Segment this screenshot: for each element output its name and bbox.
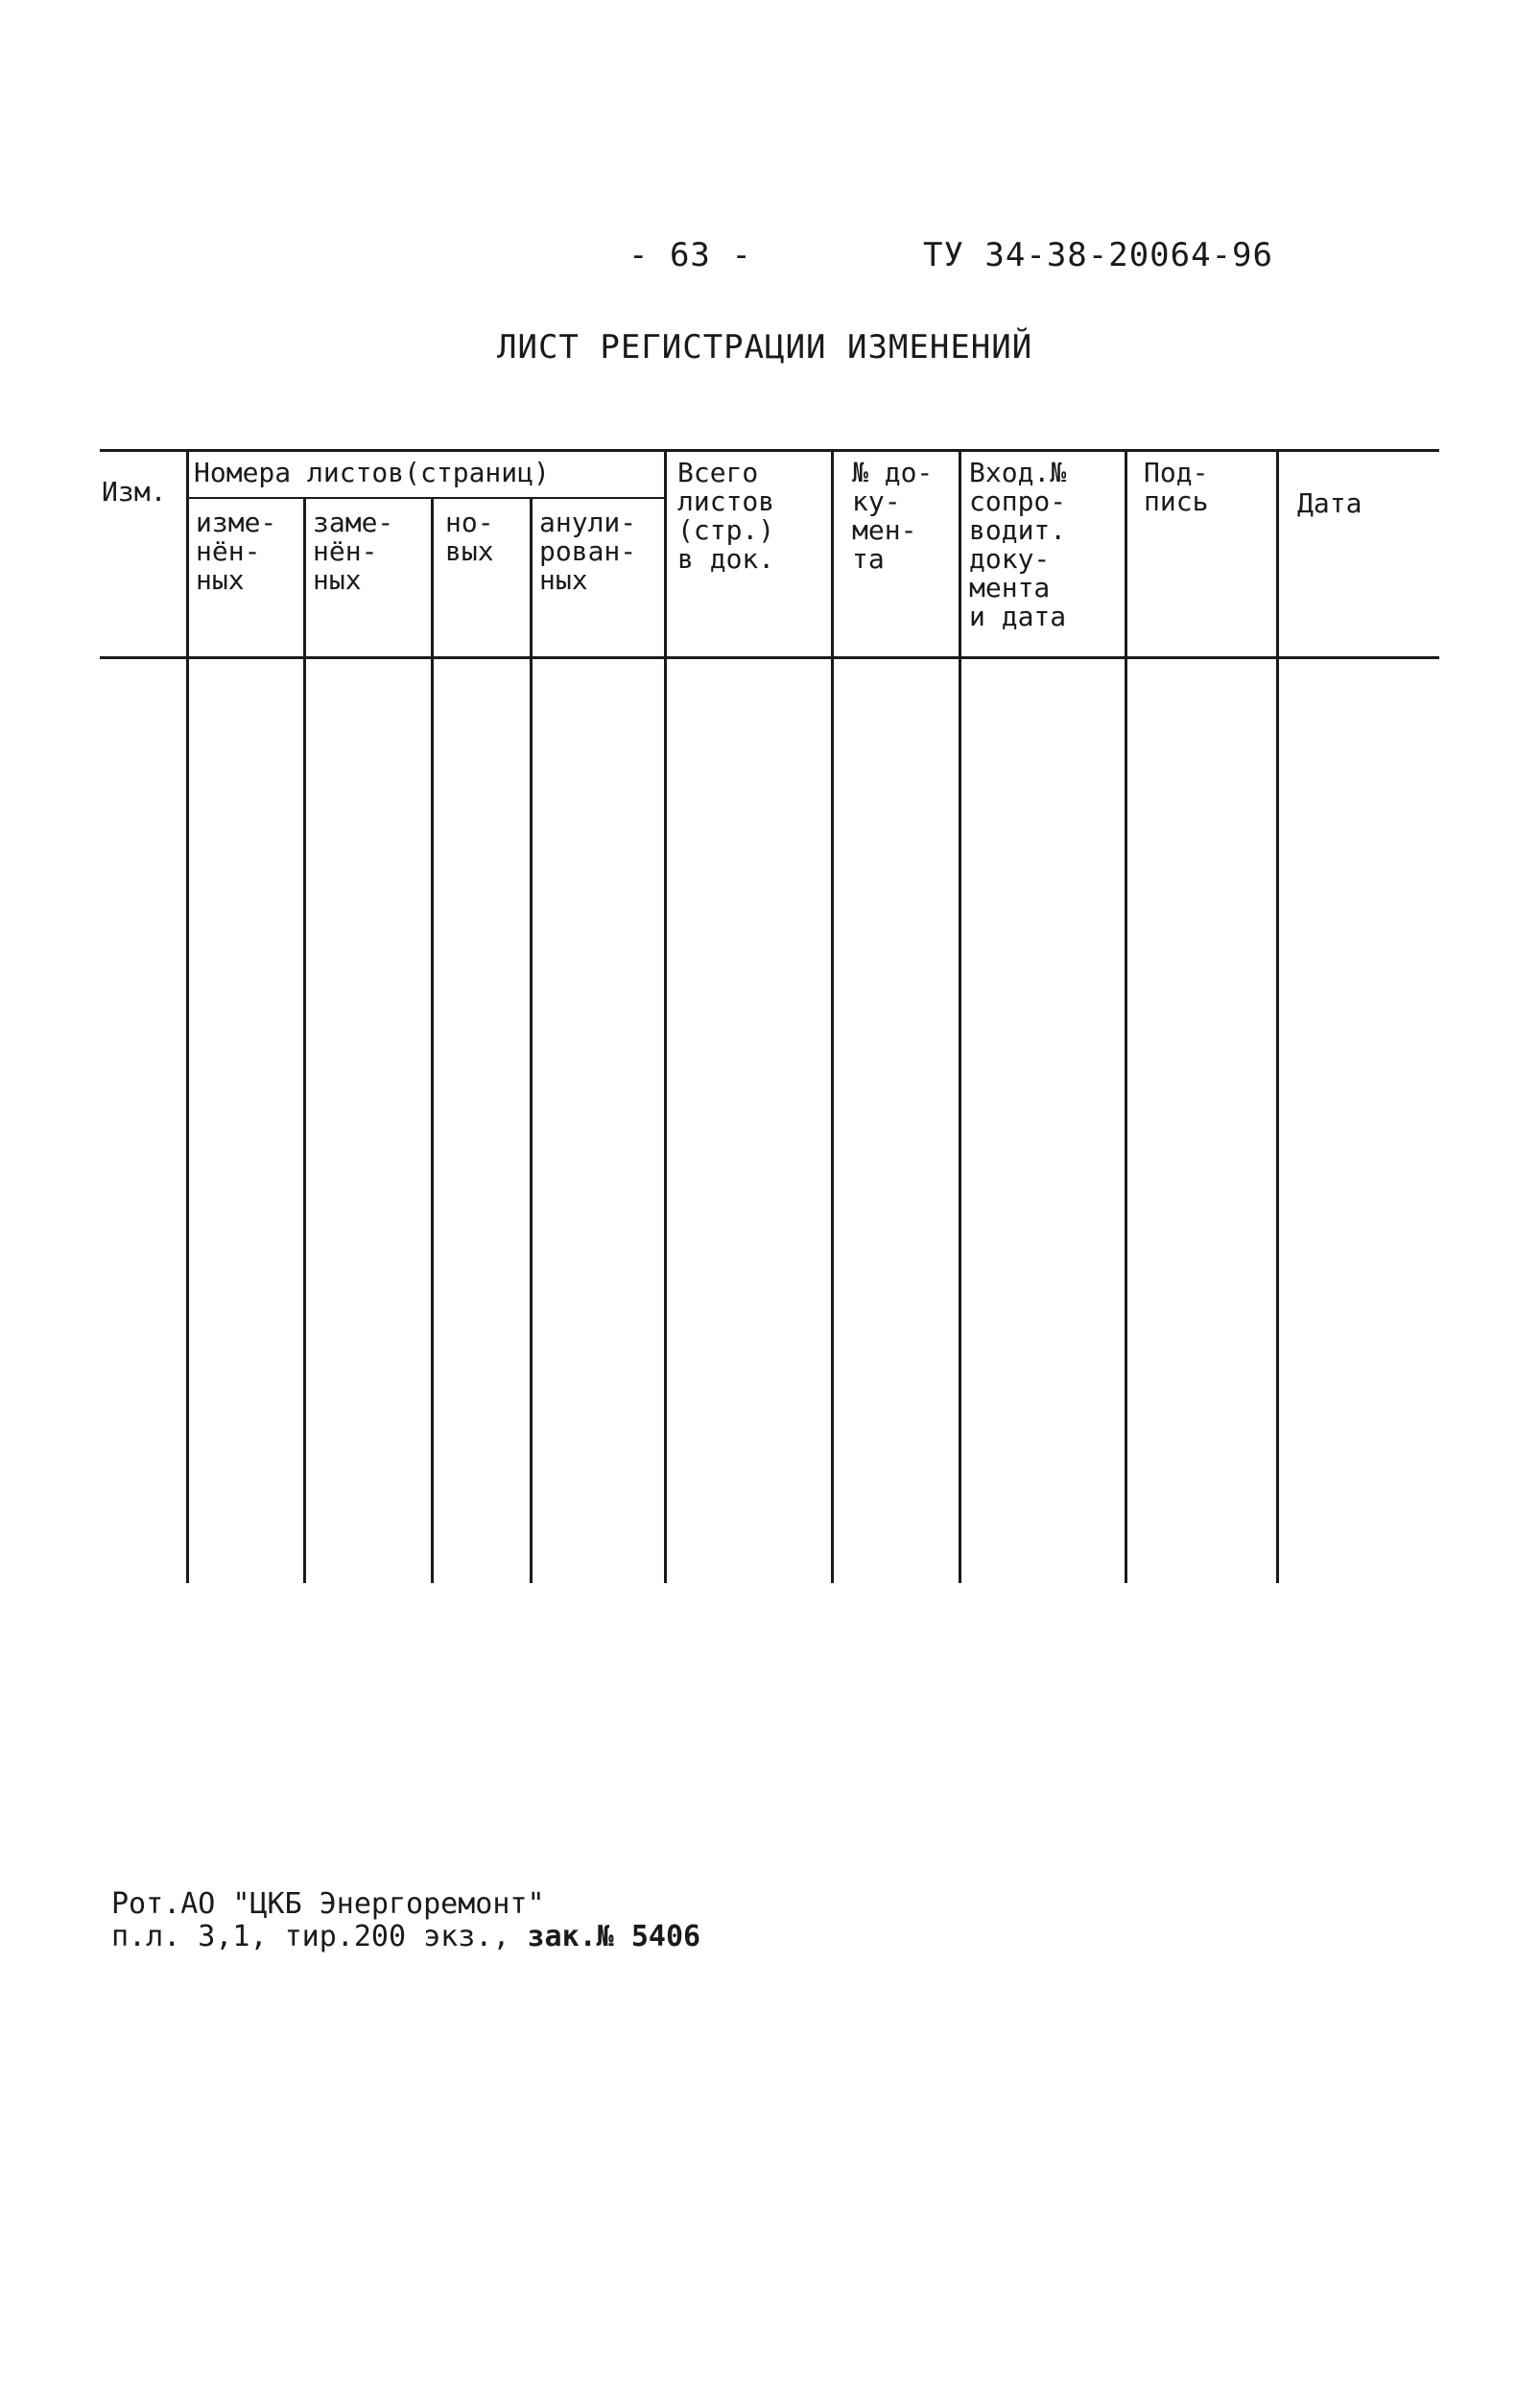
- registration-table: [100, 449, 1439, 1583]
- col-divider-8: [1125, 449, 1127, 1583]
- col-divider-4: [530, 497, 533, 1583]
- header-data: Дата: [1297, 487, 1362, 519]
- print-run-line: [111, 1921, 700, 1953]
- header-vhod-nomer: Вход.№ сопро- водит. доку- мента и дата: [969, 457, 1067, 632]
- header-sheet-numbers-group: Номера листов(страниц): [194, 457, 550, 488]
- document-code: ТУ 34-38-20064-96: [923, 236, 1273, 274]
- col-divider-3: [431, 497, 434, 1583]
- header-novyh: но- вых: [445, 507, 494, 567]
- header-vsego-listov: Всего листов (стр.) в док.: [677, 457, 775, 575]
- page-number: - 63 -: [628, 236, 752, 274]
- col-divider-2: [303, 497, 306, 1583]
- col-divider-7: [959, 449, 961, 1583]
- print-info-footer: [111, 1888, 700, 1953]
- header-izm: Изм.: [102, 476, 167, 508]
- order-number: зак.№ 5406: [527, 1920, 701, 1953]
- header-bottom-rule: [100, 656, 1439, 659]
- col-divider-5: [664, 449, 667, 1583]
- col-divider-1: [186, 449, 189, 1583]
- header-zamenennyh: заме- нён- ных: [313, 507, 394, 596]
- header-nomer-dokumenta: № до- ку- мен- та: [852, 457, 934, 575]
- col-divider-9: [1276, 449, 1279, 1583]
- group-header-rule: [186, 497, 664, 499]
- table-top-rule: [100, 449, 1439, 452]
- print-run-text: п.л. 3,1, тир.200 экз.,: [111, 1920, 528, 1953]
- page-title: ЛИСТ РЕГИСТРАЦИИ ИЗМЕНЕНИЙ: [497, 328, 1033, 367]
- header-annulirovannyh: анули- рован- ных: [539, 507, 637, 596]
- publisher-line: Рот.АО "ЦКБ Энергоремонт": [111, 1887, 545, 1921]
- col-divider-6: [831, 449, 834, 1583]
- header-izmenennyh: изме- нён- ных: [196, 507, 277, 596]
- header-podpis: Под- пись: [1144, 457, 1209, 517]
